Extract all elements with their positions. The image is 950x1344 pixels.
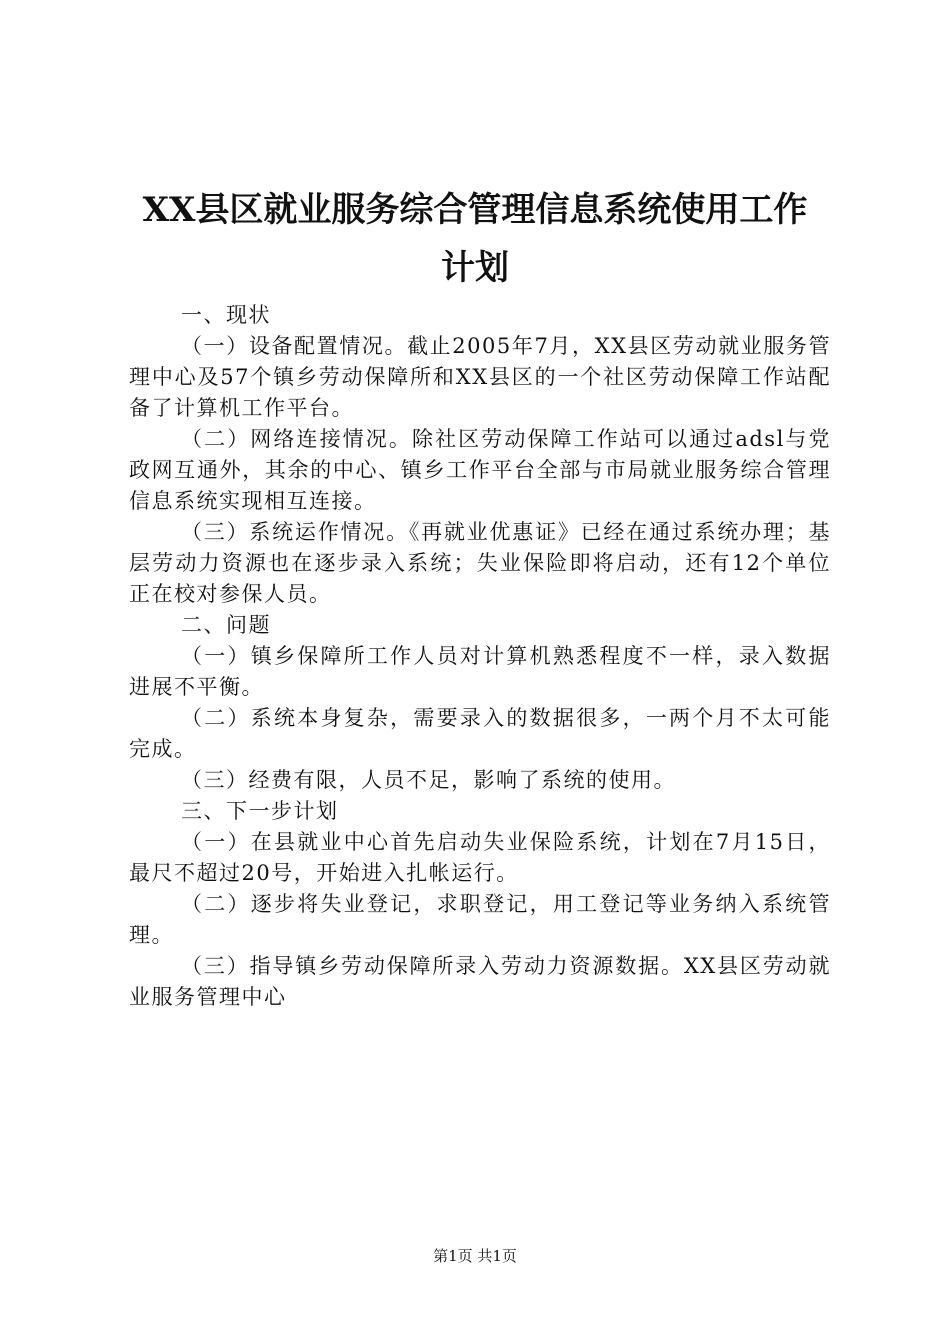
paragraph-operation: （三）系统运作情况。《再就业优惠证》已经在通过系统办理；基层劳动力资源也在逐步录入系统；失业保险即将启动，还有12个单位正在校对参保人员。 [129,520,831,606]
paragraph-problem-2: （二）系统本身复杂，需要录入的数据很多，一两个月不太可能完成。 [129,706,831,761]
paragraph-plan-3: （三）指导镇乡劳动保障所录入劳动力资源数据。XX县区劳动就业服务管理中心 [129,954,831,1009]
document-title-line-2: 计划 [441,248,509,288]
paragraph-problem-3: （三）经费有限，人员不足，影响了系统的使用。 [181,768,676,792]
section-heading-next-steps: 三、下一步计划 [181,799,339,823]
paragraph-plan-2: （二）逐步将失业登记，求职登记，用工登记等业务纳入系统管理。 [129,892,831,947]
paragraph-equipment: （一）设备配置情况。截止2005年7月，XX县区劳动就业服务管理中心及57个镇乡劳动保障所和XX县区的一个社区劳动保障工作站配备了计算机工作平台。 [129,334,831,420]
paragraph-network: （二）网络连接情况。除社区劳动保障工作站可以通过adsl与党政网互通外，其余的中心、镇乡工作平台全部与市局就业服务综合管理信息系统实现相互连接。 [129,427,831,513]
document-body [129,300,831,1013]
paragraph-plan-1: （一）在县就业中心首先启动失业保险系统，计划在7月15日，最尺不超过20号，开始进入扎帐运行。 [129,830,831,885]
page-footer: 第1页 共1页 [433,1247,517,1265]
document-title-line-1: XX县区就业服务综合管理信息系统使用工作 [142,190,808,230]
section-heading-problems: 二、问题 [181,613,271,637]
section-heading-status: 一、现状 [181,303,271,327]
paragraph-problem-1: （一）镇乡保障所工作人员对计算机熟悉程度不一样，录入数据进展不平衡。 [129,644,831,699]
